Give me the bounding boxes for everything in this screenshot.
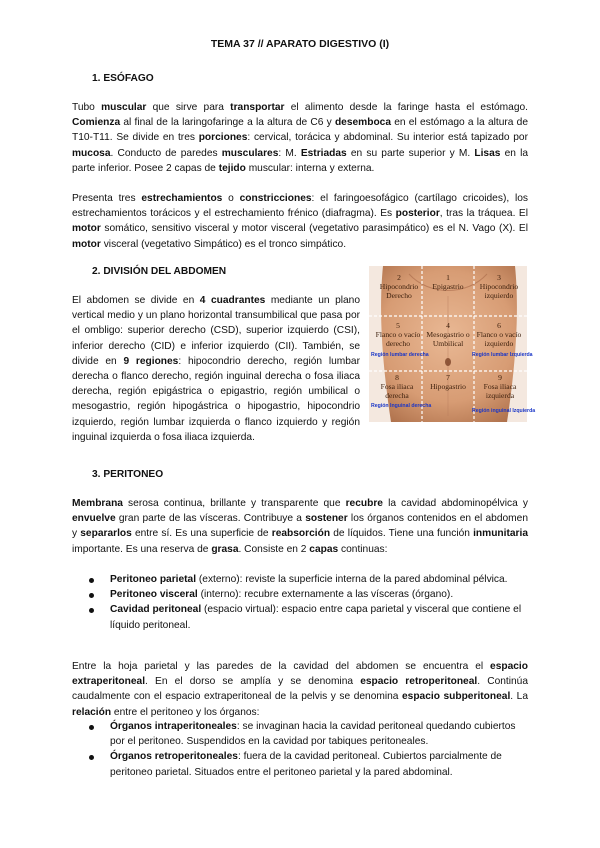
bullet-icon — [89, 578, 94, 583]
paragraph-esofago-1: Tubo muscular que sirve para transportar el alimento desde la faringe hasta el estómago. Comienza al final de la laringofaringe a la altura de C6 y desemboca en el estómago a la altura de T10-T11. Se divide en tres porciones: cervical, torácica y abdominal. Su interior está tapizado por mucosa. Conducto de paredes musculares: M. Estriadas en su parte superior y M. Lisas en la parte inferior. Posee 2 capas de tejido muscular: interna y externa. — [72, 102, 529, 174]
region-flanco-derecho: 5 Flanco o vacío derecho — [375, 321, 421, 348]
label-region-inguinal-izquierda: Región inguinal Izquierda — [472, 408, 536, 414]
list-item — [72, 602, 528, 632]
region-hipocondrio-derecho: 2 Hipocondrio Derecho — [379, 273, 419, 300]
list-item — [72, 719, 528, 749]
region-fosa-iliaca-derecha: 8 Fosa iliaca derecha — [380, 373, 414, 400]
region-hipogastrio: 7 Hipogastrio — [430, 373, 466, 391]
list-item-text: Órganos intraperitoneales: se invaginan hacia la cavidad peritoneal quedando cubiertos por el peritoneo. Suspendidos en la cavidad por tabiques peritoneales. — [110, 721, 516, 748]
list-item-text: Peritoneo parietal (externo): reviste la superficie interna de la pared abdominal pélvica. — [110, 574, 508, 585]
document-title: TEMA 37 // APARATO DIGESTIVO (I) — [210, 38, 390, 50]
label-region-lumbar-derecha: Región lumbar derecha — [371, 352, 429, 358]
paragraph-esofago-2: Presenta tres estrechamientos o constricciones: el faringoesofágico (cartílago cricoides), los estrechamientos torácicos y el estrechamiento frénico (diafragma). Es posterior, tras la tráquea. El motor somático, sensitivo visceral y motor visceral (vegetativo parasimpático) es el N. Vago (X). El motor visceral (vegetativo Simpático) es el tronco simpático. — [72, 193, 528, 250]
region-epigastrio: 1 Epigastrio — [432, 273, 464, 291]
list-item — [72, 572, 528, 587]
bullet-icon — [89, 725, 94, 730]
label-region-lumbar-izquierda: Región lumbar Izquierda — [472, 352, 533, 358]
list-item-text: Cavidad peritoneal (espacio virtual): espacio entre capa parietal y visceral que contiene el líquido peritoneal. — [110, 604, 522, 631]
region-flanco-izquierdo: 6 Flanco o vacío izquierdo — [476, 321, 522, 348]
heading-peritoneo: 3. PERITONEO — [92, 469, 164, 480]
list-capas-peritoneo — [72, 572, 528, 633]
region-mesogastrio: 4 Mesogastrio o Umbilical — [426, 321, 470, 348]
list-item-text: Peritoneo visceral (interno): recubre externamente a las vísceras (órgano). — [110, 589, 454, 601]
region-hipocondrio-izquierdo: 3 Hipocondrio izquierdo — [479, 273, 519, 300]
heading-division-abdomen: 2. DIVISIÓN DEL ABDOMEN — [92, 266, 227, 277]
abdomen-regions-figure — [369, 266, 536, 422]
paragraph-peritoneo-1: Membrana serosa continua, brillante y transparente que recubre la cavidad abdominopélvica y envuelve gran parte de las vísceras. Contribuye a sostener los órganos contenidos en el abdomen y separarlos entre sí. Es una superficie de reabsorción de líquidos. Tiene una función inmunitaria importante. Es una reserva de grasa. Consiste en 2 capas continuas: — [72, 498, 528, 555]
heading-esofago: 1. ESÓFAGO — [92, 73, 154, 84]
paragraph-peritoneo-2: Entre la hoja parietal y las paredes de la cavidad del abdomen se encuentra el espacio extraperitoneal. En el dorso se amplía y se denomina espacio retroperitoneal. Continúa caudalmente con el espacio extraperitoneal de la pelvis y se denomina espacio subperitoneal. La relación entre el peritoneo y los órganos: — [72, 661, 528, 718]
list-item — [72, 749, 528, 779]
paragraph-abdomen: El abdomen se divide en 4 cuadrantes mediante un plano vertical medio y un plano horizontal transumbilical que pasa por el ombligo: superior derecho (CSD), superior izquierdo (CSI), inferior derecho (CID) e inferior izquierdo (CII). También, se divide en 9 regiones: hipocondrio derecho, región lumbar derecha o flanco derecho, región inguinal derecha o fosa iliaca derecha, región epigástrica o epigastrio, región umbilical o mesogastrio, región hipogástrica o hipogastrio, hipocondrio izquierdo, región lumbar izquierda o flanco izquierdo y región inguinal izquierda o fosa iliaca izquierda. — [72, 295, 360, 443]
list-item — [72, 587, 528, 602]
list-item-text: Órganos retroperitoneales: fuera de la cavidad peritoneal. Cubiertos parcialmente de peritoneo parietal. Situados entre el peritoneo parietal y la pared abdominal. — [110, 751, 502, 778]
region-fosa-iliaca-izquierda: 9 Fosa iliaca izquierda — [483, 373, 517, 400]
list-relacion-organos — [72, 719, 528, 780]
label-region-inguinal-derecha: Región Inguinal derecha — [371, 403, 432, 409]
